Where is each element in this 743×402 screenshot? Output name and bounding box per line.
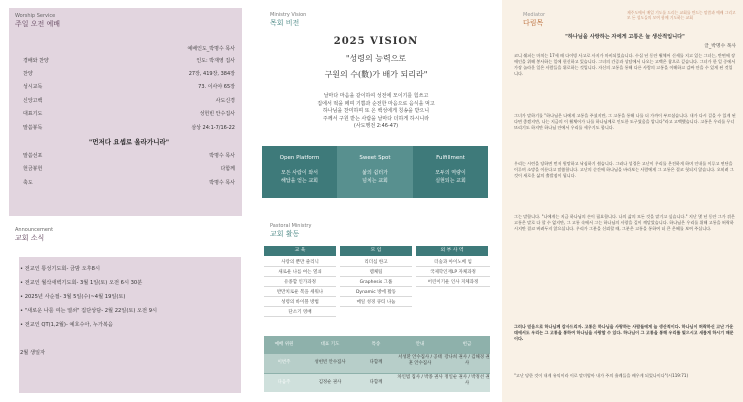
article-paragraph: 그녀가 말하기를 "하나님은 나에게 고통을 주셨지만, 그 고통을 통해 나를 더 가까이 부르셨습니다. 내가 다시 걸을 수 있게 된다면 좋겠지만, 나는 지금의 이 휠체어가 나를 하나님께로 인도한 도구였음을 압니다"라고 고백했습니다. 고통은 우리를 무너뜨리기도 하지만 하나님 안에서 우리를 세우기도 합니다.	[514, 113, 736, 131]
vision-title: 2025 VISION	[333, 36, 419, 47]
tab-open-platform[interactable]: Open Platform 모든 사람이 와서 해답을 얻는 교회	[279, 155, 320, 184]
article-paragraph: 그는 말합니다. "나에게는 지금 하나님의 손이 필요합니다. 나의 삶의 모든 것을 맡기고 싶습니다." 지난 몇 년 동안 그가 겪은 고통은 말로 다 할 수 없지만, 그 고통 속에서 그는 하나님의 사랑을 깊이 깨달았습니다. 하나님은 우리를 위해 고통을 허락하시지만 결코 버려두지 않으십니다. 우리가 그분을 신뢰할 때, 그분은 고통을 통하여 더 큰 은혜를 보여 주십니다.	[514, 214, 735, 232]
table-cell: 리더십 한고	[340, 258, 412, 267]
vision-subtitle-2: 구원의 수(數)가 배가 되리라"	[324, 70, 428, 79]
article-body	[514, 113, 736, 131]
table-cell: 정일순 권사 / 박정선 권사	[444, 375, 490, 386]
article-byline: 글_박명수 목사	[704, 44, 736, 49]
table-cell: 성헌빈 안수집사	[314, 360, 346, 365]
birthday-label: 2월 생일자	[20, 350, 45, 356]
table-cell: 더숲과 아이노베 임	[416, 258, 490, 267]
article-body	[514, 214, 736, 232]
left-column	[0, 0, 250, 402]
mediator-title: 다림목	[523, 19, 544, 27]
pastoral-header	[270, 223, 311, 239]
column-header: 안내	[415, 342, 425, 347]
right-column	[502, 0, 743, 402]
article-paragraph: 코니 쉐퍼는 마치는 17세 때 다이빙 사고로 사지가 마비되었습니다. 수십 년 동안 휠체어 신세를 지고 있는 그녀는, 반면에 장애인을 위해 봉사하는 일에 헌신하고 있습니다. 그녀의 간증과 상담에서 나오는 고백은 참으로 깊습니다. 그녀가 한 일 중에서 가장 놀라운 일은 사람들을 위로하는 것입니다. 자신의 고통을 통해 다른 사람의 고통을 이해하고 감싸 안을 수 있게 된 것입니다.	[514, 53, 736, 77]
table-cell: 매일 성경 큐티 나눔	[340, 298, 412, 307]
table-cell: 어린이기운 인사 지체과정	[416, 278, 490, 287]
announcement-item: • 전교인 월삭새벽기도회- 3월 1일(토) 오전 6시 30분	[20, 280, 143, 286]
pastoral-label: Pastoral Ministry	[270, 223, 312, 229]
tab-sweet-spot[interactable]: Sweet Spot 삶의 쉼터가 넘치는 교회	[337, 146, 413, 198]
mediator-note: 제주도에서 매일 기도를 드리는 교회를 만드는 말씀과 예배 그리고 모 든 성도들의 모여 함께 기도하는 교회	[627, 10, 736, 20]
table-cell: 사랑의 뿐만 줄리닉	[264, 258, 336, 267]
verse-line: 날마다 마음을 같이하여 성전에 모이기를 힘쓰고	[323, 93, 429, 99]
worship-title: 주일 오전 예배	[15, 20, 61, 28]
vision-tabs	[262, 146, 488, 198]
table-cell: 새로운 나를 여는 열쇠	[264, 268, 336, 277]
table-cell: 유종합 인가과정	[264, 278, 336, 287]
mediator-label: Mediator	[523, 12, 546, 18]
announcement-title: 교회 소식	[15, 234, 45, 242]
announcement-item: • 전교인 QT(1,2월)- 예호수아, 누가복음	[20, 322, 113, 328]
announcement-label: Announcement	[15, 227, 54, 233]
column-header: 대표 기도	[320, 342, 340, 347]
column-header: 모 임	[340, 246, 412, 256]
verse-line: 주께서 구원 받는 사람을 날마다 더하게 하시니라	[322, 115, 430, 122]
table-cell: 다함께	[369, 380, 383, 385]
worship-label: Worship Service	[15, 13, 56, 19]
table-cell: 차인범 집사 / 박종 권사	[397, 375, 443, 380]
scripture-quote: "고난 당한 것이 내게 유익이라 이로 말미암아 내가 주의 율례들을 배우게 되었나이다"(시119:71)	[514, 373, 689, 378]
sermon-title: "먼저다 요셉로 올라가니라"	[88, 138, 170, 146]
table-cell: 강나희 권사 / 김해경 권사	[444, 355, 490, 366]
table-cell: 다함께	[369, 360, 383, 365]
table-cell: 다음주	[277, 380, 291, 385]
announcement-item: • 전교인 통성기도회- 금밤 오후8시	[20, 266, 100, 272]
table-cell: 이번주	[277, 360, 291, 365]
verse-line: 집에서 떡을 떼며 기쁨과 순전한 마음으로 음식을 먹고	[317, 100, 435, 107]
article-heading: "하나님을 사랑하는 자에게 고통은 늘 생산적입니다"	[565, 34, 685, 40]
verse-line: 하나님을 찬미하며 또 온 백성에게 칭송을 받으니	[322, 108, 430, 114]
ministry-label: Ministry Vision	[270, 12, 307, 18]
middle-column	[250, 0, 502, 402]
table-cell: 국제학인재LP 자체과정	[416, 268, 490, 277]
ministry-title: 목회 비전	[270, 19, 300, 27]
announcement-item: • 2025년 사순절- 3월 5일(수)~4월 19일(토)	[20, 294, 126, 300]
column-header: 예배 위원	[274, 342, 294, 347]
service-committee-table	[264, 336, 490, 392]
column-header: 교 육	[264, 246, 336, 256]
table-cell: 단소기 영배	[264, 308, 336, 317]
article-body	[514, 161, 736, 179]
vision-subtitle-1: "성령의 능력으로	[345, 54, 407, 63]
article-body	[514, 324, 736, 342]
worship-section: Worship Service 주일 오전 예배 예배인도_박명수 목사 경배와 찬양 인도: 박재영 집사 찬양 27장, 419장, 384장 성시교독 73. 이사야 65장 신앙고백 사도신경 대표기도 성헌빈 안수집사 말씀봉독 삼상 24:1-7/16-22 "먼저다 요셉로 올라가니라" 말씀선포 박명수 목사 헌금봉헌 다함께 축도 박명수 목사	[9, 8, 242, 216]
column-header: 외 부 사 역	[416, 246, 488, 256]
table-cell: 서성환 안수집사 / 공태훈 안수집사	[398, 355, 442, 366]
tab-fulfillment[interactable]: Fulfillment 모두의 역량이 실현되는 교회	[435, 155, 466, 184]
table-cell: Graphesis 그룹	[340, 278, 412, 287]
article-body	[514, 373, 736, 379]
column-header: 헌금	[462, 342, 472, 347]
table-cell: 렘체팀	[340, 268, 412, 277]
pastoral-title: 교회 활동	[270, 230, 300, 238]
article-body	[514, 53, 736, 77]
article-paragraph: 우리는 시련을 당하면 먼저 원망하고 낙심하기 쉽습니다. 그러나 성경은 고난이 우리를 온전하게 하며 인내를 이루고 연단을 이루며 소망을 이룬다고 말씀합니다. 고난의 순간에 하나님을 바라보는 사람에게 그 고통은 결코 헛되지 않습니다. 오히려 그것이 새로운 삶의 출발점이 됩니다.	[514, 161, 734, 179]
table-cell: Dynamic 방에 활동	[340, 288, 412, 297]
table-cell: 김정순 권사	[318, 380, 342, 385]
article-paragraph: 그러나 믿음으로 하나님께 감사드리자. 고통은 하나님을 사랑하는 사람들에게 늘 생산적이다. 하나님이 허락하신 고난 가운데에서도 우리는 그 고통을 통하여 하나님을 사랑할 수 있다. 하나님이 그 고통을 통해 우리를 빚으시고 새롭게 하시기 때문이다.	[514, 324, 734, 342]
table-cell: 반만치로운 복을 세워나	[264, 288, 336, 297]
announcement-item: • "새로운 나를 여는 열쇠" 집단상담- 2월 22일(토) 오전 9시	[20, 308, 158, 314]
verse-reference: (사도행전 2:46-47)	[353, 123, 399, 129]
column-header: 특송	[371, 342, 381, 347]
table-cell: 성령의 바이블 방법	[264, 298, 336, 307]
